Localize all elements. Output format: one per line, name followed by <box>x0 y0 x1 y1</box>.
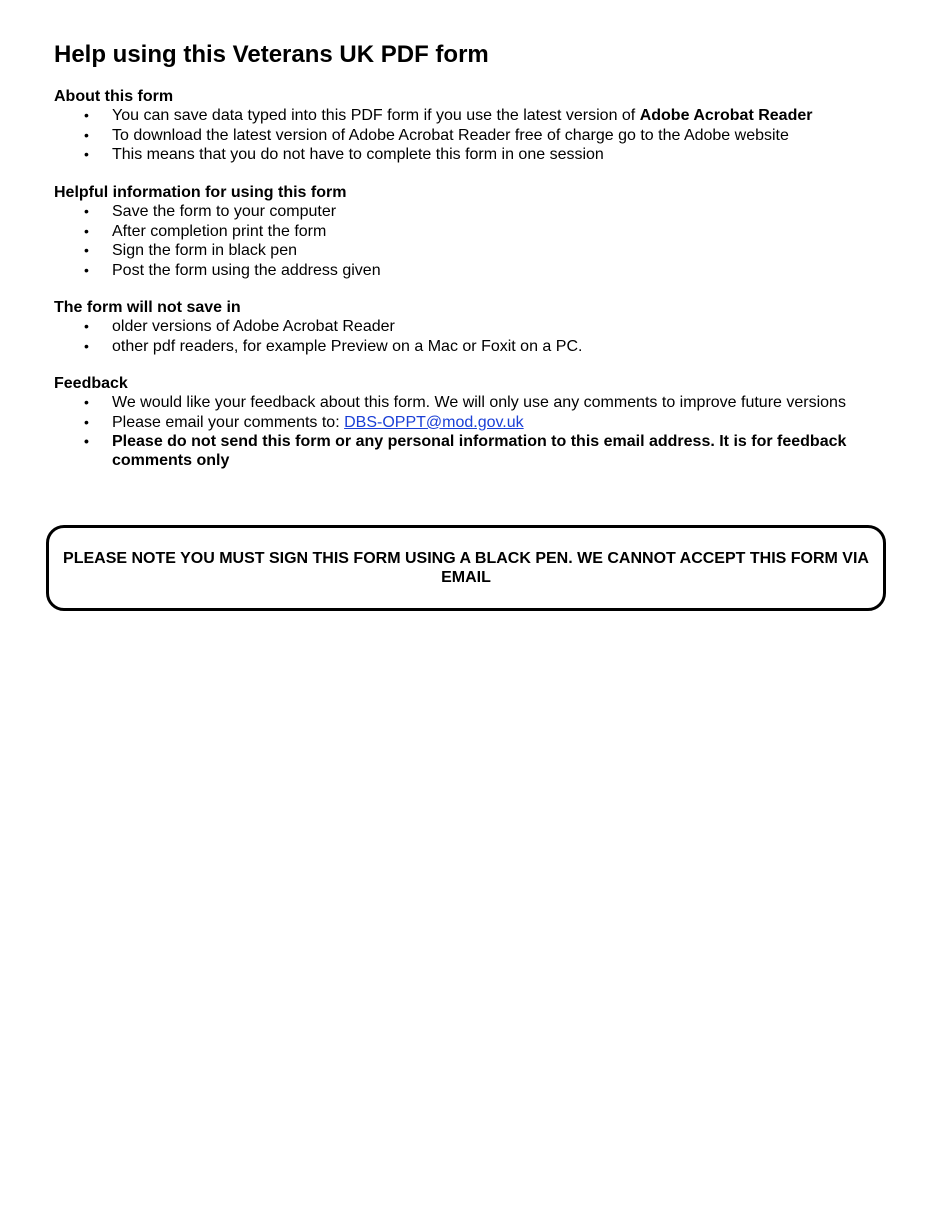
about-item-1-text: You can save data typed into this PDF form if you use the latest version of <box>112 107 640 124</box>
not-save-list <box>54 317 904 356</box>
notice-box <box>46 525 886 611</box>
bullet-icon: • <box>84 126 89 143</box>
bullet-icon: • <box>84 318 89 334</box>
helpful-item-text: Post the form using the address given <box>112 261 381 279</box>
about-list <box>54 106 904 164</box>
feedback-email-link[interactable]: DBS-OPPT@mod.gov.uk <box>344 413 524 431</box>
feedback-item-2-text: Please email your comments to: <box>112 413 345 431</box>
list-item <box>54 337 904 356</box>
helpful-item-text: After completion print the form <box>112 222 327 240</box>
section-helpful <box>54 183 904 280</box>
notice-text: PLEASE NOTE YOU MUST SIGN THIS FORM USING A BLACK PEN. WE CANNOT ACCEPT THIS FORM VIA EMAIL <box>63 550 869 586</box>
list-item <box>54 261 904 280</box>
bullet-icon: • <box>84 242 89 259</box>
bullet-icon: • <box>84 222 89 239</box>
helpful-item-text: Save the form to your computer <box>112 203 337 220</box>
list-item <box>54 432 852 470</box>
helpful-item-text: Sign the form in black pen <box>112 242 297 260</box>
section-heading-about: About this form <box>54 88 174 105</box>
bullet-icon: • <box>84 203 89 219</box>
about-item-2-text: To download the latest version of Adobe Acrobat Reader free of charge go to the Adobe website <box>112 126 789 144</box>
bullet-icon: • <box>84 146 89 163</box>
list-item <box>54 317 904 336</box>
bullet-icon: • <box>84 337 89 354</box>
section-heading-helpful: Helpful information for using this form <box>54 184 347 201</box>
list-item <box>54 202 904 221</box>
feedback-item-3-text: Please do not send this form or any personal information to this email address. It is for feedback comments only <box>112 433 847 470</box>
bullet-icon: • <box>84 261 89 278</box>
section-heading-feedback: Feedback <box>54 375 128 392</box>
about-item-1-bold: Adobe Acrobat Reader <box>639 107 813 124</box>
list-item <box>54 413 904 432</box>
not-save-item-text: other pdf readers, for example Preview on a Mac or Foxit on a PC. <box>112 337 583 355</box>
bullet-icon: • <box>84 394 89 410</box>
helpful-list <box>54 202 904 280</box>
about-item-3-text: This means that you do not have to complete this form in one session <box>112 146 604 164</box>
section-feedback <box>54 374 904 471</box>
feedback-item-1-text: We would like your feedback about this form. We will only use any comments to improve future versions <box>112 394 846 411</box>
page-title: Help using this Veterans UK PDF form <box>54 41 489 68</box>
list-item <box>54 241 904 260</box>
bullet-icon: • <box>84 433 89 450</box>
not-save-item-text: older versions of Adobe Acrobat Reader <box>112 318 395 335</box>
section-heading-not-save: The form will not save in <box>54 299 241 316</box>
list-item <box>54 393 872 412</box>
list-item <box>54 106 904 125</box>
section-not-save <box>54 298 904 356</box>
bullet-icon: • <box>84 413 89 430</box>
section-about <box>54 87 904 165</box>
list-item <box>54 222 904 241</box>
list-item <box>54 126 904 145</box>
feedback-list <box>54 393 904 470</box>
bullet-icon: • <box>84 107 89 123</box>
list-item <box>54 145 904 164</box>
